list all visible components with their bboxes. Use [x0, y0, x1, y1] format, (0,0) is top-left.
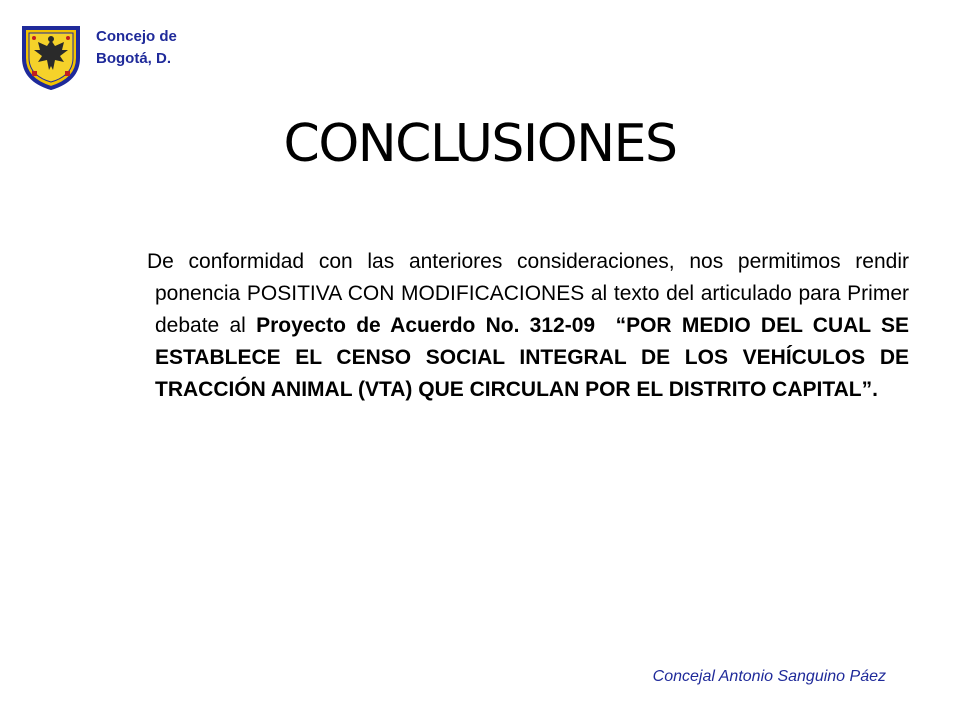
bogota-coat-of-arms-icon [20, 24, 82, 90]
page-title: CONCLUSIONES [283, 114, 677, 174]
project-reference: Proyecto de Acuerdo No. 312-09 [256, 314, 596, 337]
project-title: “POR MEDIO DEL CUAL SE ESTABLECE EL CENSO SOCIAL INTEGRAL DE LOS VEHÍCULOS DE TRACCIÓN ANIMAL (VTA) QUE CIRCULAN POR EL DISTRITO CAPITAL”. [155, 314, 909, 401]
author-footer: Concejal Antonio Sanguino Páez [652, 668, 886, 685]
paragraph-intro: De conformidad con las anteriores consideraciones, nos permitimos rendir ponencia POSITIVA CON MODIFICACIONES al texto del articulado para Primer debate al [147, 250, 909, 337]
org-name-line2: Bogotá, D. [96, 50, 171, 67]
org-name-line1: Concejo de [96, 28, 177, 45]
organization-name [96, 26, 177, 70]
conclusion-paragraph [147, 246, 909, 406]
